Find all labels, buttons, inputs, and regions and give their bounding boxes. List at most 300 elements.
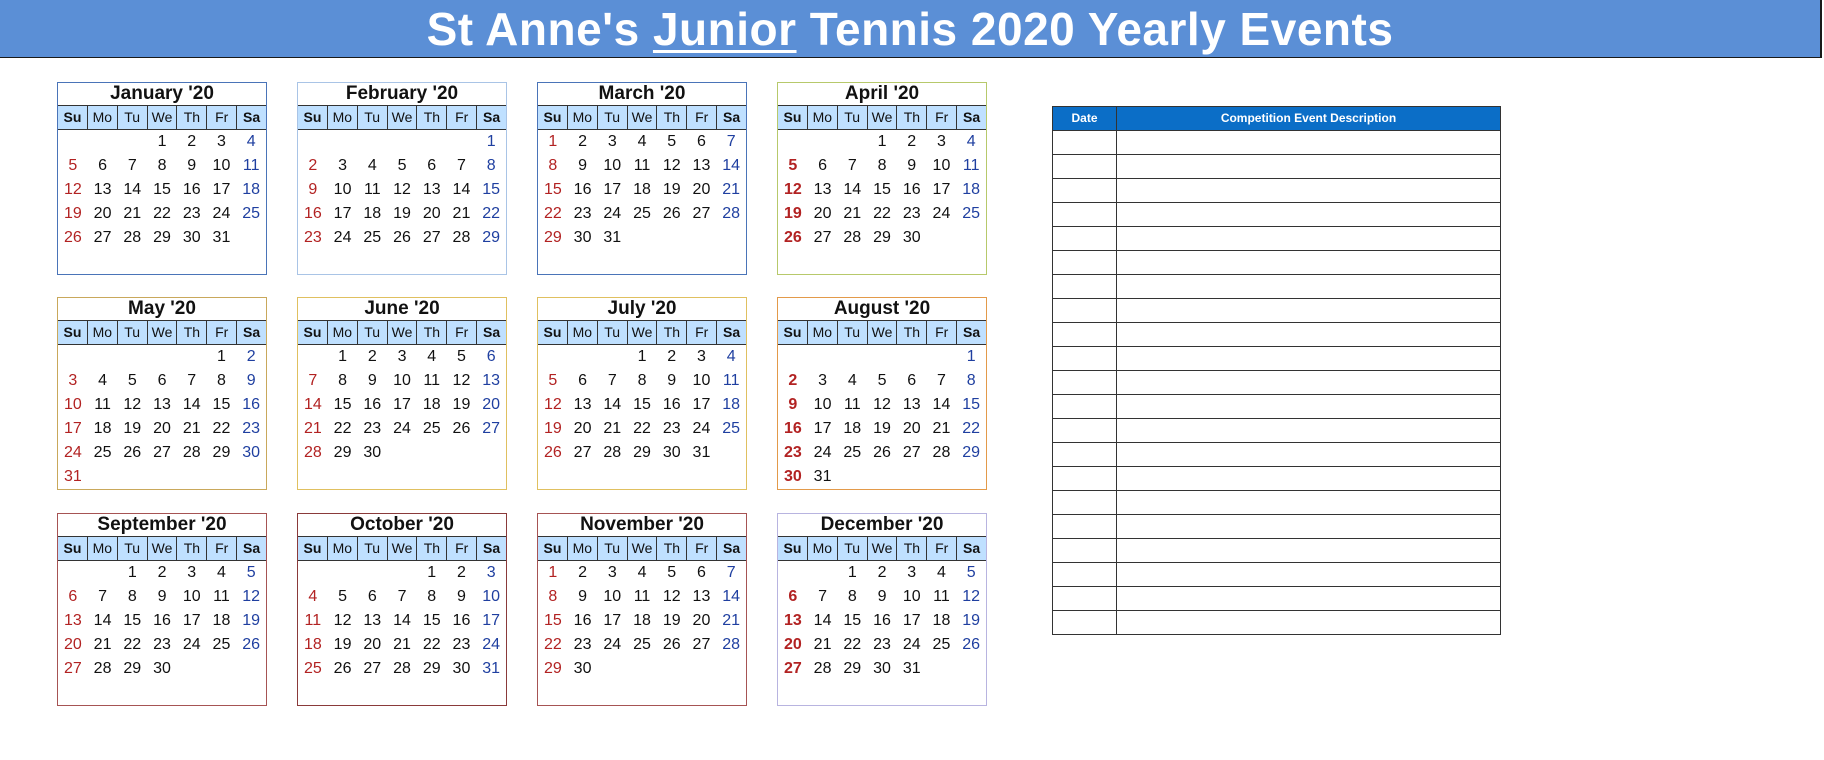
week-row (298, 561, 506, 585)
week-row (538, 417, 746, 441)
day-cell (328, 130, 358, 154)
week-row (298, 369, 506, 393)
day-cell: 13 (93, 181, 112, 198)
day-cell: 9 (877, 588, 887, 605)
event-date-cell[interactable] (1053, 539, 1117, 562)
day-cell (236, 681, 266, 705)
day-cell: 18 (212, 612, 231, 629)
event-date-cell[interactable] (1053, 275, 1117, 298)
event-description-cell[interactable] (1117, 491, 1500, 514)
day-cell: 12 (333, 612, 352, 629)
day-cell: 19 (662, 181, 681, 198)
day-cell: 12 (242, 588, 261, 605)
day-cell: 26 (333, 660, 352, 677)
day-cell: 23 (573, 636, 592, 653)
week-row (298, 393, 506, 417)
day-cell (207, 681, 237, 705)
day-cell (357, 561, 387, 585)
day-cell (808, 130, 838, 154)
day-cell: 13 (422, 181, 441, 198)
day-cell (716, 441, 746, 465)
event-row (1053, 250, 1500, 274)
weekday-label: We (388, 106, 418, 129)
day-cell (808, 561, 838, 585)
week-row (538, 202, 746, 226)
weekday-label: Mo (88, 537, 118, 560)
day-cell: 14 (843, 181, 862, 198)
event-date-cell[interactable] (1053, 251, 1117, 274)
day-cell (117, 250, 147, 274)
day-cell: 10 (932, 157, 951, 174)
day-cell: 24 (333, 229, 352, 246)
day-cell (687, 465, 717, 489)
day-cell: 22 (153, 205, 171, 222)
week-row (778, 561, 986, 585)
day-cell: 29 (153, 229, 171, 246)
day-cell: 8 (157, 157, 167, 174)
day-cell: 29 (422, 660, 441, 677)
day-cell: 22 (543, 636, 562, 653)
day-cell: 15 (633, 396, 651, 413)
event-date-cell[interactable] (1053, 587, 1117, 610)
day-cell: 3 (607, 133, 617, 150)
day-cell: 12 (662, 588, 681, 605)
day-cell: 21 (843, 205, 862, 222)
weekday-label: Mo (808, 106, 838, 129)
day-cell: 19 (452, 396, 471, 413)
day-cell: 1 (877, 133, 887, 150)
week-row (298, 130, 506, 154)
day-cell: 2 (788, 372, 798, 389)
day-cell: 18 (93, 420, 112, 437)
day-cell: 2 (246, 348, 256, 365)
event-date-cell[interactable] (1053, 347, 1117, 370)
day-cell: 14 (813, 612, 832, 629)
week-row (298, 465, 506, 489)
day-cell: 25 (843, 444, 862, 461)
week-row (538, 585, 746, 609)
day-cell (177, 250, 207, 274)
event-description-cell[interactable] (1117, 467, 1500, 490)
week-row (58, 609, 266, 633)
day-cell: 6 (427, 157, 437, 174)
day-cell: 21 (813, 636, 832, 653)
day-cell: 2 (308, 157, 318, 174)
day-cell: 6 (697, 133, 706, 150)
weekday-label: Sa (483, 109, 501, 125)
day-cell: 10 (603, 588, 622, 605)
day-cell: 28 (93, 660, 112, 677)
weekday-label: Su (538, 321, 568, 344)
day-cell: 7 (457, 157, 466, 174)
event-description-cell[interactable] (1117, 563, 1500, 586)
day-cell (657, 657, 687, 681)
weekday-label: Th (897, 321, 927, 344)
day-cell: 21 (603, 420, 622, 437)
day-cell: 7 (397, 588, 407, 605)
day-cell: 17 (182, 612, 201, 629)
week-row (538, 250, 746, 274)
day-cell (568, 250, 598, 274)
weekday-header-row (58, 537, 266, 561)
week-row (538, 393, 746, 417)
week-row (538, 369, 746, 393)
day-cell (597, 681, 627, 705)
event-description-cell[interactable] (1117, 203, 1500, 226)
day-cell: 26 (543, 444, 562, 461)
day-cell (58, 561, 88, 585)
event-row (1053, 586, 1500, 610)
day-cell: 8 (847, 588, 857, 605)
day-cell: 2 (578, 133, 588, 150)
event-description-cell[interactable] (1117, 419, 1500, 442)
day-cell: 13 (153, 396, 171, 413)
week-row (538, 154, 746, 178)
day-cell: 12 (662, 157, 681, 174)
day-cell: 16 (573, 612, 592, 629)
day-cell: 17 (902, 612, 921, 629)
day-cell (147, 465, 177, 489)
day-cell: 26 (242, 636, 261, 653)
event-row (1053, 322, 1500, 346)
day-cell: 22 (962, 420, 981, 437)
day-cell: 6 (818, 157, 828, 174)
event-date-cell[interactable] (1053, 395, 1117, 418)
weekday-label: Fr (687, 321, 717, 344)
week-row (58, 345, 266, 369)
week-row (58, 369, 266, 393)
day-cell: 19 (543, 420, 562, 437)
day-cell: 3 (68, 372, 78, 389)
day-cell: 16 (182, 181, 201, 198)
event-row (1053, 370, 1500, 394)
day-cell: 5 (246, 564, 256, 581)
day-cell: 1 (637, 348, 647, 365)
event-description-cell[interactable] (1117, 299, 1500, 322)
day-cell (927, 465, 957, 489)
week-row (58, 681, 266, 705)
day-cell: 24 (692, 420, 711, 437)
day-cell: 13 (783, 612, 802, 629)
day-cell: 9 (367, 372, 377, 389)
day-cell: 3 (217, 133, 226, 150)
weekday-label: Fr (927, 537, 957, 560)
day-cell: 4 (847, 372, 857, 389)
day-cell (328, 681, 358, 705)
day-cell: 16 (303, 205, 322, 222)
day-cell: 3 (607, 564, 617, 581)
title-part-2: Tennis 2020 Yearly Events (796, 2, 1394, 55)
weekday-label: We (868, 321, 898, 344)
day-cell: 14 (93, 612, 112, 629)
event-row (1053, 346, 1500, 370)
event-date-cell[interactable] (1053, 131, 1117, 154)
day-cell: 20 (422, 205, 441, 222)
day-cell: 23 (153, 636, 171, 653)
event-description-cell[interactable] (1117, 539, 1500, 562)
day-cell: 9 (578, 157, 588, 174)
month-calendar (777, 513, 987, 706)
day-cell: 21 (932, 420, 951, 437)
day-cell: 31 (603, 229, 622, 246)
week-row (58, 226, 266, 250)
day-cell: 29 (962, 444, 981, 461)
weekday-label: Su (778, 321, 808, 344)
day-cell: 23 (902, 205, 921, 222)
day-cell: 28 (843, 229, 862, 246)
weekday-label: Fr (687, 537, 717, 560)
day-cell: 31 (813, 468, 832, 485)
weekday-label: Su (298, 106, 328, 129)
day-cell (328, 561, 358, 585)
day-cell: 14 (182, 396, 201, 413)
day-cell: 31 (692, 444, 711, 461)
day-cell (177, 345, 207, 369)
weekday-label: We (148, 106, 178, 129)
day-cell: 25 (633, 636, 651, 653)
event-date-cell[interactable] (1053, 227, 1117, 250)
day-cell: 5 (667, 564, 677, 581)
day-cell: 18 (843, 420, 862, 437)
day-cell: 31 (902, 660, 921, 677)
month-title: September '20 (58, 514, 266, 537)
week-row (538, 681, 746, 705)
month-calendar (57, 82, 267, 275)
day-cell: 24 (393, 420, 411, 437)
weekday-label: Fr (207, 321, 237, 344)
weekday-header-row (58, 321, 266, 345)
event-date-cell[interactable] (1053, 563, 1117, 586)
day-cell: 31 (212, 229, 231, 246)
event-date-cell[interactable] (1053, 203, 1117, 226)
week-row (538, 130, 746, 154)
day-cell: 3 (486, 564, 496, 581)
event-description-cell[interactable] (1117, 179, 1500, 202)
day-cell: 15 (543, 612, 562, 629)
weekday-label: Sa (723, 324, 741, 340)
day-cell: 9 (578, 588, 588, 605)
day-cell: 3 (937, 133, 946, 150)
day-cell: 20 (692, 181, 711, 198)
week-row (58, 393, 266, 417)
day-cell: 30 (573, 229, 592, 246)
week-row (778, 178, 986, 202)
event-date-cell[interactable] (1053, 491, 1117, 514)
weekday-label: Th (897, 537, 927, 560)
event-description-cell[interactable] (1117, 155, 1500, 178)
month-calendar (537, 82, 747, 275)
month-calendar (537, 297, 747, 490)
weekday-label: Sa (483, 540, 501, 556)
day-cell: 18 (633, 612, 651, 629)
event-date-cell[interactable] (1053, 155, 1117, 178)
day-cell: 10 (212, 157, 231, 174)
day-cell (387, 441, 417, 465)
event-date-cell[interactable] (1053, 179, 1117, 202)
weekday-label: Fr (927, 321, 957, 344)
day-cell: 5 (68, 157, 78, 174)
event-date-cell[interactable] (1053, 467, 1117, 490)
day-cell: 5 (877, 372, 887, 389)
day-cell: 27 (422, 229, 441, 246)
day-cell: 22 (333, 420, 352, 437)
event-date-cell[interactable] (1053, 419, 1117, 442)
day-cell (897, 345, 927, 369)
event-row (1053, 442, 1500, 466)
event-description-cell[interactable] (1117, 371, 1500, 394)
day-cell: 23 (662, 420, 681, 437)
week-row (778, 250, 986, 274)
day-cell (657, 226, 687, 250)
day-cell: 15 (153, 181, 171, 198)
day-cell: 21 (452, 205, 471, 222)
day-cell (597, 465, 627, 489)
event-description-cell[interactable] (1117, 131, 1500, 154)
day-cell: 8 (338, 372, 348, 389)
day-cell (447, 130, 477, 154)
weekday-header-row (778, 106, 986, 130)
day-cell: 10 (813, 396, 832, 413)
day-cell (387, 681, 417, 705)
day-cell (88, 681, 118, 705)
day-cell (328, 250, 358, 274)
month-title: August '20 (778, 298, 986, 321)
day-cell: 29 (123, 660, 142, 677)
day-cell: 4 (637, 133, 647, 150)
day-cell: 11 (242, 157, 260, 174)
week-row (58, 585, 266, 609)
day-cell: 30 (363, 444, 382, 461)
day-cell: 3 (338, 157, 348, 174)
week-row (778, 202, 986, 226)
event-date-cell[interactable] (1053, 299, 1117, 322)
day-cell: 11 (423, 372, 441, 389)
day-cell: 20 (63, 636, 82, 653)
day-cell: 30 (783, 468, 802, 485)
title-part-1: St Anne's (426, 2, 653, 55)
day-cell: 10 (692, 372, 711, 389)
event-date-cell[interactable] (1053, 611, 1117, 634)
event-description-cell[interactable] (1117, 587, 1500, 610)
day-cell (117, 681, 147, 705)
week-row (778, 226, 986, 250)
event-description-cell[interactable] (1117, 515, 1500, 538)
day-cell: 25 (212, 636, 231, 653)
weekday-label: Sa (963, 324, 981, 340)
event-description-cell[interactable] (1117, 611, 1500, 634)
day-cell (538, 465, 568, 489)
day-cell: 15 (212, 396, 231, 413)
weekday-label: Th (177, 321, 207, 344)
day-cell (568, 465, 598, 489)
day-cell: 26 (962, 636, 981, 653)
week-row (298, 345, 506, 369)
day-cell: 15 (333, 396, 352, 413)
day-cell: 26 (873, 444, 891, 461)
event-description-cell[interactable] (1117, 275, 1500, 298)
day-cell (147, 345, 177, 369)
event-description-cell[interactable] (1117, 227, 1500, 250)
weekday-header-row (778, 537, 986, 561)
event-description-cell[interactable] (1117, 251, 1500, 274)
day-cell: 19 (962, 612, 981, 629)
day-cell: 25 (242, 205, 261, 222)
day-cell (657, 465, 687, 489)
day-cell: 20 (363, 636, 382, 653)
event-date-cell[interactable] (1053, 323, 1117, 346)
day-cell: 28 (932, 444, 951, 461)
day-cell (147, 681, 177, 705)
day-cell: 4 (246, 133, 256, 150)
day-cell (298, 465, 328, 489)
event-date-cell[interactable] (1053, 443, 1117, 466)
weekday-label: Tu (598, 321, 628, 344)
day-cell: 27 (153, 444, 171, 461)
day-cell: 19 (393, 205, 411, 222)
day-cell: 11 (962, 157, 980, 174)
weekday-label: Mo (568, 537, 598, 560)
week-row (58, 465, 266, 489)
weekday-label: Su (58, 106, 88, 129)
day-cell: 27 (692, 205, 711, 222)
weekday-label: We (388, 321, 418, 344)
day-cell: 26 (452, 420, 471, 437)
weekday-label: Tu (118, 321, 148, 344)
day-cell (597, 345, 627, 369)
day-cell: 5 (788, 157, 798, 174)
day-cell: 10 (393, 372, 411, 389)
day-cell: 27 (902, 444, 921, 461)
day-cell: 13 (692, 588, 711, 605)
day-cell: 19 (783, 205, 802, 222)
event-description-cell[interactable] (1117, 395, 1500, 418)
day-cell: 4 (726, 348, 736, 365)
day-cell: 9 (788, 396, 798, 413)
day-cell: 26 (393, 229, 411, 246)
week-row (538, 345, 746, 369)
event-description-cell[interactable] (1117, 323, 1500, 346)
day-cell: 9 (457, 588, 466, 605)
event-description-cell[interactable] (1117, 443, 1500, 466)
month-title: March '20 (538, 83, 746, 106)
week-row (538, 633, 746, 657)
day-cell (236, 465, 266, 489)
weekday-label: Sa (243, 324, 261, 340)
event-description-cell[interactable] (1117, 347, 1500, 370)
day-cell (956, 250, 986, 274)
day-cell: 21 (182, 420, 201, 437)
day-cell (808, 345, 838, 369)
day-cell: 6 (907, 372, 917, 389)
day-cell (58, 130, 88, 154)
day-cell: 14 (393, 612, 411, 629)
weekday-header-row (538, 106, 746, 130)
day-cell: 23 (452, 636, 471, 653)
week-row (538, 561, 746, 585)
event-date-cell[interactable] (1053, 515, 1117, 538)
day-cell: 6 (157, 372, 167, 389)
week-row (58, 130, 266, 154)
event-date-cell[interactable] (1053, 371, 1117, 394)
day-cell: 29 (543, 660, 562, 677)
day-cell: 22 (422, 636, 441, 653)
day-cell (927, 681, 957, 705)
day-cell (236, 657, 266, 681)
weekday-label: Sa (963, 109, 981, 125)
week-row (538, 178, 746, 202)
day-cell: 28 (722, 636, 741, 653)
day-cell: 8 (127, 588, 137, 605)
